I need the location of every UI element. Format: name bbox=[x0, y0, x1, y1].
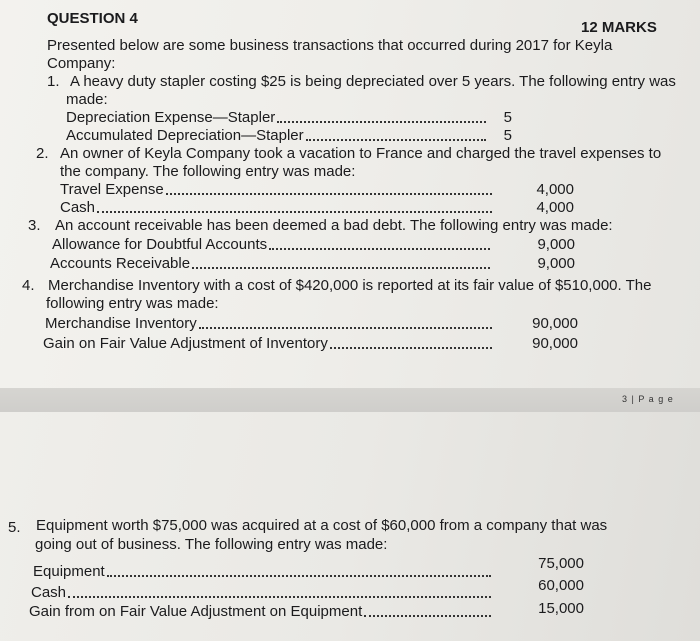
question-intro-line1: Presented below are some business transactions that occurred during 2017 for Keyla bbox=[47, 37, 613, 54]
item-number: 2. bbox=[36, 145, 49, 162]
journal-entry-row bbox=[52, 236, 494, 254]
item-number: 1. bbox=[47, 73, 60, 90]
entry-amount: 9,000 bbox=[537, 236, 575, 253]
entry-account: Gain on Fair Value Adjustment of Inventory bbox=[43, 335, 328, 352]
journal-entry-row bbox=[31, 584, 495, 602]
entry-account: Equipment bbox=[33, 563, 105, 580]
leader-dots bbox=[68, 596, 491, 598]
entry-amount: 90,000 bbox=[532, 315, 578, 332]
page-number: 3 | P a g e bbox=[622, 394, 674, 404]
leader-dots bbox=[199, 327, 492, 329]
leader-dots bbox=[192, 267, 490, 269]
leader-dots bbox=[330, 347, 492, 349]
item-text-line2: following entry was made: bbox=[46, 295, 219, 312]
entry-account: Travel Expense bbox=[60, 181, 164, 198]
item-text-line1: An account receivable has been deemed a bad debt. The following entry was made: bbox=[55, 217, 613, 234]
entry-amount: 9,000 bbox=[537, 255, 575, 272]
item-text-line2: going out of business. The following entry was made: bbox=[35, 536, 388, 553]
journal-entry-row bbox=[50, 255, 494, 273]
item-text-line1: An owner of Keyla Company took a vacation to France and charged the travel expenses to bbox=[60, 145, 662, 162]
entry-account: Cash bbox=[31, 584, 67, 601]
entry-account: Allowance for Doubtful Accounts bbox=[52, 236, 268, 253]
leader-dots bbox=[277, 121, 486, 123]
leader-dots bbox=[97, 211, 492, 213]
item-text-line2: the company. The following entry was made: bbox=[60, 163, 356, 180]
item-text-line1: Merchandise Inventory with a cost of $420,000 is reported at its fair value of $510,000. The bbox=[48, 277, 652, 294]
entry-account: Gain from on Fair Value Adjustment on Equipment bbox=[29, 603, 363, 620]
entry-amount: 5 bbox=[503, 127, 512, 144]
item-text-line2: made: bbox=[66, 91, 108, 108]
journal-entry-row bbox=[60, 199, 496, 217]
entry-amount: 90,000 bbox=[532, 335, 578, 352]
journal-entry-row bbox=[60, 181, 496, 199]
entry-account: Accounts Receivable bbox=[50, 255, 191, 272]
journal-entry-row bbox=[45, 315, 496, 333]
leader-dots bbox=[306, 139, 486, 141]
entry-amount: 75,000 bbox=[538, 555, 584, 572]
leader-dots bbox=[107, 575, 491, 577]
question-title: QUESTION 4 bbox=[47, 10, 138, 27]
journal-entry-row bbox=[33, 563, 495, 581]
item-number: 5. bbox=[8, 519, 21, 536]
journal-entry-row bbox=[66, 109, 490, 127]
item-text-line1: A heavy duty stapler costing $25 is being depreciated over 5 years. The following entry was bbox=[70, 73, 676, 90]
entry-amount: 5 bbox=[503, 109, 512, 126]
entry-amount: 60,000 bbox=[538, 577, 584, 594]
item-number: 4. bbox=[22, 277, 35, 294]
item-number: 3. bbox=[28, 217, 41, 234]
journal-entry-row bbox=[43, 335, 496, 353]
entry-amount: 15,000 bbox=[538, 600, 584, 617]
journal-entry-row bbox=[29, 603, 495, 621]
entry-account: Merchandise Inventory bbox=[45, 315, 197, 332]
entry-account: Depreciation Expense—Stapler bbox=[66, 109, 276, 126]
entry-amount: 4,000 bbox=[536, 181, 574, 198]
leader-dots bbox=[364, 615, 491, 617]
entry-account: Accumulated Depreciation—Stapler bbox=[66, 127, 304, 144]
entry-account: Cash bbox=[60, 199, 96, 216]
journal-entry-row bbox=[66, 127, 490, 145]
leader-dots bbox=[269, 248, 490, 250]
entry-amount: 4,000 bbox=[536, 199, 574, 216]
page-break bbox=[0, 388, 700, 412]
item-text-line1: Equipment worth $75,000 was acquired at a cost of $60,000 from a company that was bbox=[36, 517, 608, 534]
question-marks: 12 MARKS bbox=[581, 19, 657, 36]
question-intro-line2: Company: bbox=[47, 55, 116, 72]
leader-dots bbox=[166, 193, 492, 195]
